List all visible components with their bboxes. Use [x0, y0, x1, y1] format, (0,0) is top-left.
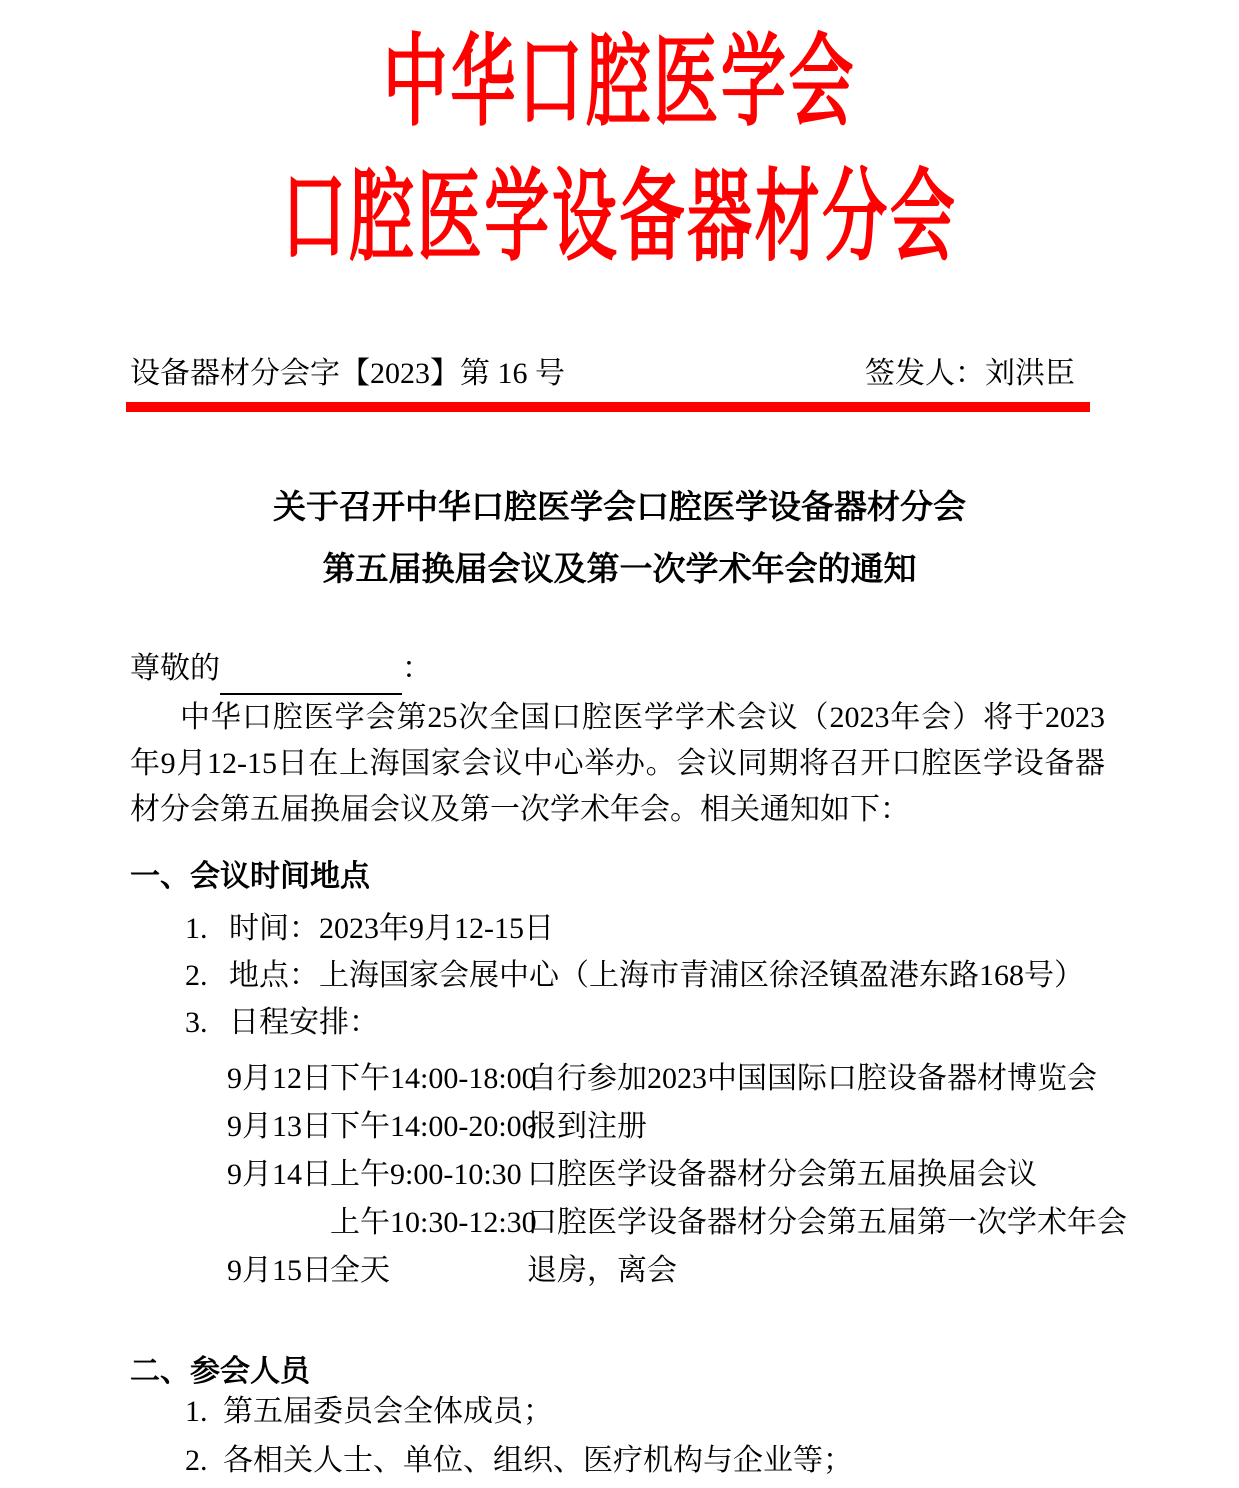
notice-title-line2: 第五届换届会议及第一次学术年会的通知	[322, 552, 917, 588]
schedule-row	[130, 1055, 1130, 1103]
schedule-date: 9月15日	[227, 1254, 332, 1287]
schedule-row	[130, 1247, 1130, 1295]
schedule-time: 下午14:00-20:00	[330, 1110, 537, 1143]
schedule-row	[130, 1151, 1130, 1199]
schedule-activity: 自行参加2023中国国际口腔设备器材博览会	[527, 1062, 1097, 1095]
section2-items	[130, 1387, 1105, 1485]
org-name-line1: 中华口腔医学会	[382, 26, 857, 138]
schedule-date: 9月14日	[227, 1158, 332, 1191]
list-item	[130, 1436, 1105, 1485]
salutation-colon: ：	[402, 652, 432, 685]
section1-items	[130, 905, 1105, 1046]
section2-heading: 二、参会人员	[130, 1355, 310, 1388]
schedule-date	[227, 1199, 330, 1247]
salutation	[130, 645, 432, 693]
notice-title-line1: 关于召开中华口腔医学会口腔医学设备器材分会	[273, 490, 966, 526]
item-number: 2.	[185, 1444, 208, 1477]
item-text: 第五届委员会全体成员；	[223, 1395, 553, 1428]
schedule-activity: 口腔医学设备器材分会第五届换届会议	[527, 1158, 1037, 1191]
red-divider	[126, 402, 1090, 412]
schedule-activity: 报到注册	[527, 1110, 647, 1143]
schedule-activity: 口腔医学设备器材分会第五届第一次学术年会	[527, 1206, 1127, 1239]
item-number: 1.	[185, 912, 208, 945]
item-text: 日程安排：	[229, 1006, 379, 1039]
schedule-row	[130, 1199, 1130, 1247]
item-number: 2.	[185, 959, 208, 992]
schedule-time: 上午10:30-12:30	[330, 1206, 537, 1239]
issuer-name: 签发人：刘洪臣	[865, 357, 1075, 390]
section1-heading: 一、会议时间地点	[130, 860, 370, 893]
schedule-time: 上午9:00-10:30	[330, 1158, 522, 1191]
schedule-time: 全天	[330, 1254, 390, 1287]
item-text: 各相关人士、单位、组织、医疗机构与企业等；	[223, 1444, 853, 1477]
intro-paragraph: 中华口腔医学会第25次全国口腔医学学术会议（2023年会）将于2023年9月12-15日在上海国家会议中心举办。会议同期将召开口腔医学设备器材分会第五届换届会议及第一次学术年会。相关通知如下：	[130, 701, 1105, 826]
item-text: 地点：上海国家会展中心（上海市青浦区徐泾镇盈港东路168号）	[229, 959, 1084, 992]
item-number: 1.	[185, 1395, 208, 1428]
list-item	[130, 952, 1105, 999]
item-text: 时间：2023年9月12-15日	[229, 912, 554, 945]
doc-info-row	[130, 352, 1090, 396]
schedule-time: 下午14:00-18:00	[330, 1062, 537, 1095]
salutation-prefix: 尊敬的	[130, 652, 220, 685]
org-name-line2: 口腔医学设备器材分会	[281, 161, 958, 273]
doc-number: 设备器材分会字【2023】第 16 号	[130, 357, 565, 390]
list-item	[130, 999, 1105, 1046]
item-number: 3.	[185, 1006, 208, 1039]
salutation-blank-line	[220, 659, 402, 695]
schedule-date: 9月12日	[227, 1062, 332, 1095]
schedule-row	[130, 1103, 1130, 1151]
schedule-activity: 退房，离会	[527, 1254, 677, 1287]
schedule-table	[130, 1055, 1130, 1295]
list-item	[130, 1387, 1105, 1436]
schedule-date: 9月13日	[227, 1110, 332, 1143]
list-item	[130, 905, 1105, 952]
